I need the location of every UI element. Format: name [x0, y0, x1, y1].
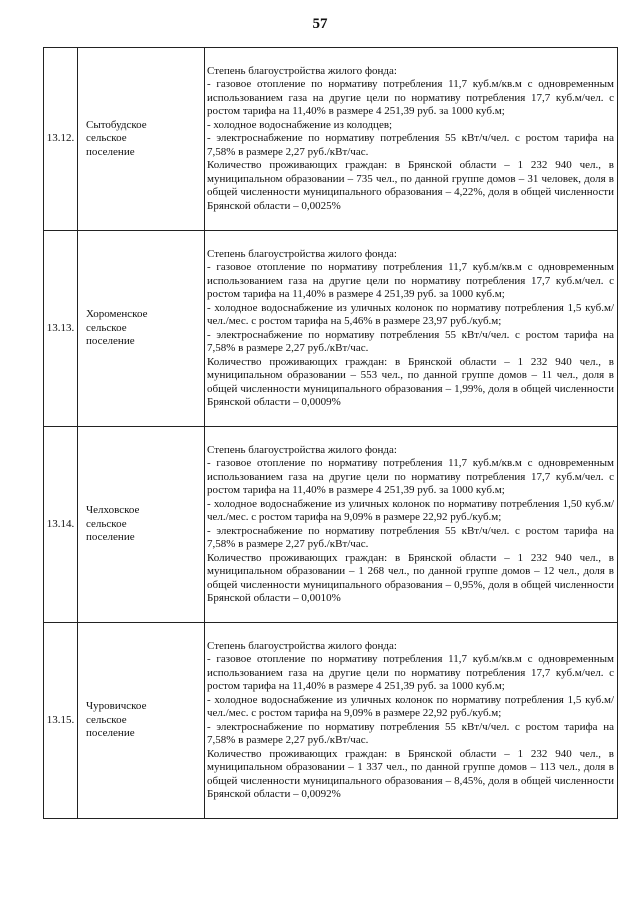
gas-heating-item: - газовое отопление по нормативу потребления 11,7 куб.м/кв.м с одновременным использованием газа на другие цели по нормативу потребления 17,7 куб.м/чел. с ростом тарифа на 11,40% в размере 4 251,39 руб. за 1000 куб.м;: [207, 78, 614, 118]
gas-heating-item: - газовое отопление по нормативу потребления 11,7 куб.м/кв.м с одновременным использованием газа на другие цели по нормативу потребления 17,7 куб.м/чел. с ростом тарифа на 11,40% в размере 4 251,39 руб. за 1000 куб.м;: [207, 653, 614, 692]
settlement-name-line: поселение: [86, 727, 135, 740]
gas-heating-item: - газовое отопление по нормативу потребления 11,7 куб.м/кв.м с одновременным использованием газа на другие цели по нормативу потребления 17,7 куб.м/чел. с ростом тарифа на 11,40% в размере 4 251,39 руб. за 1000 куб.м;: [207, 457, 614, 496]
section-heading: Степень благоустройства жилого фонда:: [207, 247, 397, 260]
section-heading: Степень благоустройства жилого фонда:: [207, 64, 397, 77]
housing-description: [205, 48, 618, 231]
electricity-item: - электроснабжение по нормативу потребления 55 кВт/ч/чел. с ростом тарифа на 7,58% в размере 2,27 руб./кВт/час.: [207, 524, 614, 550]
row-number: 13.14.: [44, 427, 78, 623]
housing-description: [205, 623, 618, 819]
section-heading: Степень благоустройства жилого фонда:: [207, 443, 397, 456]
cold-water-item: - холодное водоснабжение из уличных колонок по нормативу потребления 1,5 куб.м/чел./мес. с ростом тарифа на 9,09% в размере 22,92 руб./куб.м;: [207, 693, 614, 719]
settlement-name-line: поселение: [86, 531, 135, 544]
population-paragraph: Количество проживающих граждан: в Брянской области – 1 232 940 чел., в муниципальном образовании – 1 268 чел., по данной группе домов – 12 чел., доля в общей численности муниципального образования – 0,95%, доля в общей численности Брянской области – 0,0010%: [207, 551, 614, 604]
settlement-name-line: Хороменское: [86, 308, 148, 321]
section-heading: Степень благоустройства жилого фонда:: [207, 639, 397, 652]
settlement-name-line: сельское: [86, 132, 127, 145]
settlement-name-line: сельское: [86, 713, 127, 726]
cold-water-item: - холодное водоснабжение из уличных колонок по нормативу потребления 1,5 куб.м/чел./мес. с ростом тарифа на 5,46% в размере 23,97 руб./куб.м;: [207, 301, 614, 327]
table-row: [44, 623, 618, 819]
table-row: [44, 48, 618, 231]
population-paragraph: Количество проживающих граждан: в Брянской области – 1 232 940 чел., в муниципальном образовании – 735 чел., по данной группе домов – 31 человек, доля в общей численности муниципального образования – 4,22%, доля в общей численности Брянской области – 0,0025%: [207, 159, 614, 212]
population-paragraph: Количество проживающих граждан: в Брянской области – 1 232 940 чел., в муниципальном образовании – 1 337 чел., по данной группе домов – 113 чел., доля в общей численности муниципального образования – 8,45%, доля в общей численности Брянской области – 0,0092%: [207, 747, 614, 800]
electricity-item: - электроснабжение по нормативу потребления 55 кВт/ч/чел. с ростом тарифа на 7,58% в размере 2,27 руб./кВт/час.: [207, 720, 614, 746]
electricity-item: - электроснабжение по нормативу потребления 55 кВт/ч/чел. с ростом тарифа на 7,58% в размере 2,27 руб./кВт/час.: [207, 328, 614, 354]
settlement-name-line: сельское: [86, 517, 127, 530]
cold-water-item: - холодное водоснабжение из колодцев;: [207, 118, 393, 131]
settlement-name-line: сельское: [86, 321, 127, 334]
settlements-table: [43, 47, 618, 819]
settlement-name-line: Сытобудское: [86, 118, 147, 131]
settlement-name-line: Чуровичское: [86, 700, 147, 713]
settlement-name-line: поселение: [86, 335, 135, 348]
row-number: 13.13.: [44, 231, 78, 427]
cold-water-item: - холодное водоснабжение из уличных колонок по нормативу потребления 1,50 куб.м/чел./мес. с ростом тарифа на 9,09% в размере 22,92 руб./куб.м;: [207, 497, 614, 523]
settlement-name: [78, 623, 205, 819]
settlement-name: [78, 48, 205, 231]
electricity-item: - электроснабжение по нормативу потребления 55 кВт/ч/чел. с ростом тарифа на 7,58% в размере 2,27 руб./кВт/час.: [207, 132, 614, 158]
settlement-name: [78, 231, 205, 427]
page-number: 57: [312, 16, 328, 32]
settlement-name: [78, 427, 205, 623]
housing-description: [205, 427, 618, 623]
row-number: 13.12.: [44, 48, 78, 231]
settlement-name-line: поселение: [86, 145, 135, 158]
population-paragraph: Количество проживающих граждан: в Брянской области – 1 232 940 чел., в муниципальном образовании – 553 чел., по данной группе домов – 11 чел., доля в общей численности муниципального образования – 1,99%, доля в общей численности Брянской области – 0,0009%: [207, 355, 614, 408]
gas-heating-item: - газовое отопление по нормативу потребления 11,7 куб.м/кв.м с одновременным использованием газа на другие цели по нормативу потребления 17,7 куб.м/чел. с ростом тарифа на 11,40% в размере 4 251,39 руб. за 1000 куб.м;: [207, 261, 614, 300]
housing-description: [205, 231, 618, 427]
settlement-name-line: Челховское: [86, 504, 140, 517]
row-number: 13.15.: [44, 623, 78, 819]
table-row: [44, 427, 618, 623]
table-row: [44, 231, 618, 427]
